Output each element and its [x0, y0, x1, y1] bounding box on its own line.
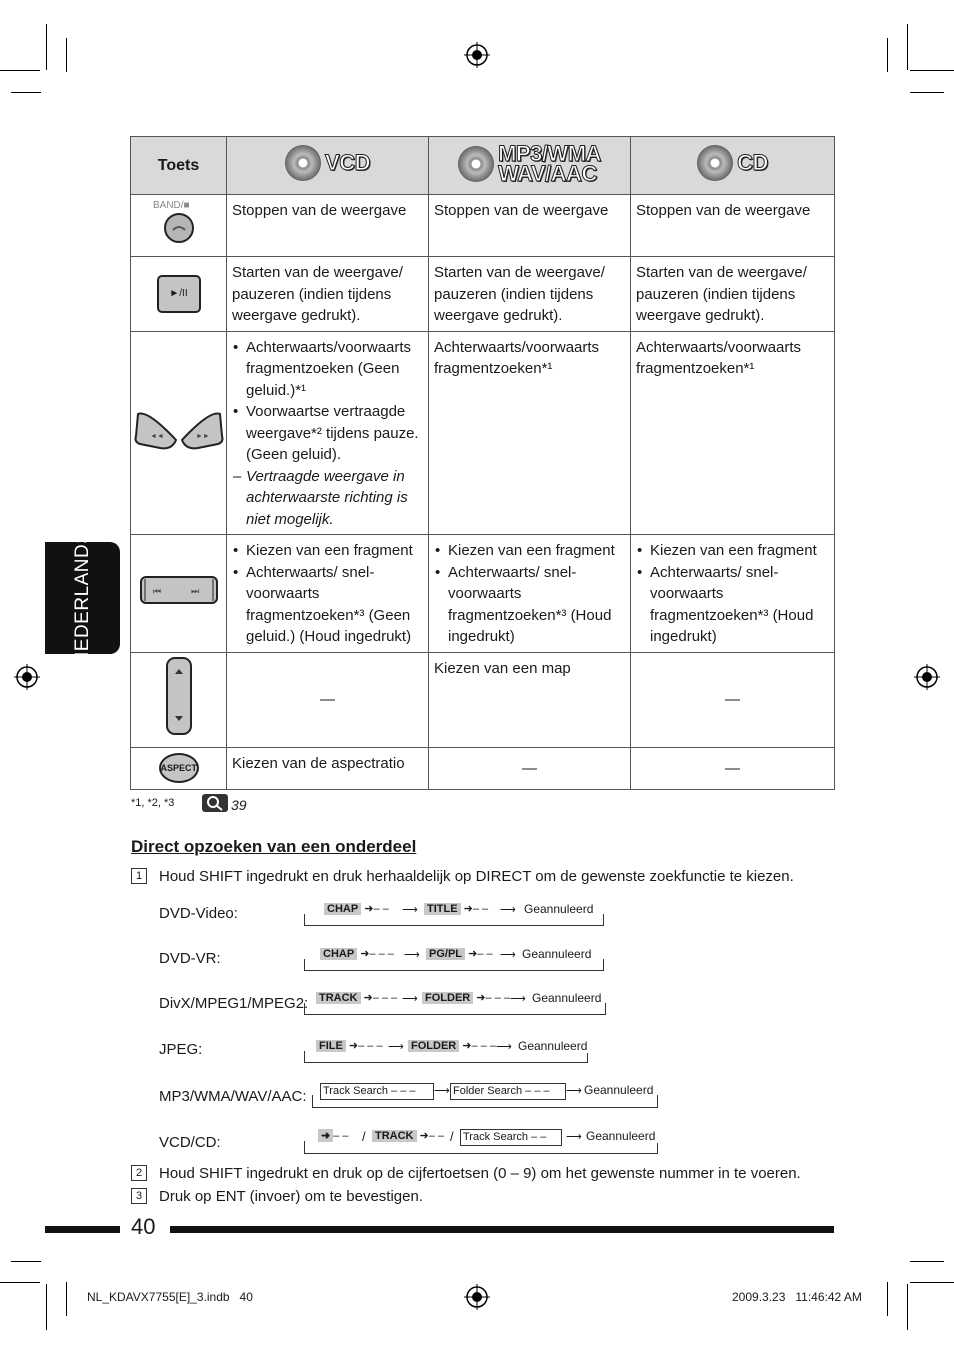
flow-label: DVD-Video:	[159, 905, 238, 922]
page-bar-left	[45, 1226, 120, 1233]
mp3-logo-line1: MP3/WMA	[498, 140, 601, 166]
disc-icon	[697, 145, 733, 181]
step-number: 3	[131, 1188, 147, 1204]
language-side-tab	[45, 530, 120, 666]
band-label: BAND/■	[153, 200, 190, 212]
list-item: • Kiezen van een fragment	[650, 540, 829, 562]
arrow-icon: ⟶	[566, 1085, 582, 1097]
table-row	[131, 195, 835, 257]
disc-icon	[285, 145, 321, 181]
registration-mark-right	[914, 664, 940, 690]
flow-step: CHAP ➜– –	[324, 902, 389, 915]
key-function-table	[130, 136, 835, 790]
play-pause-icon: ►/II	[157, 275, 201, 313]
svg-text:⏭: ⏭	[190, 586, 199, 596]
footnote-refs: *1, *2, *3	[131, 797, 175, 809]
table-row	[131, 331, 835, 535]
arrow-icon: ⟶	[566, 1131, 582, 1143]
cell-text: Stoppen van de weergave	[429, 195, 631, 257]
table-row	[131, 535, 835, 653]
cell-text: —	[227, 652, 429, 747]
cd-logo-text: CD	[737, 149, 768, 175]
step-1	[131, 868, 794, 885]
flow-diagram-divx	[304, 991, 606, 1015]
step-number: 1	[131, 868, 147, 884]
cell-text: Kiezen van de aspectratio	[227, 747, 429, 789]
arrow-icon: ⟶	[402, 904, 418, 916]
step-2	[131, 1165, 801, 1182]
band-button-icon	[162, 212, 196, 244]
flow-label: JPEG:	[159, 1041, 203, 1058]
registration-mark-left	[14, 664, 40, 690]
flow-step: Track Search – –	[460, 1129, 562, 1146]
flow-diagram-jpeg	[304, 1039, 588, 1063]
step-text: Houd SHIFT ingedrukt en druk herhaaldelijk op DIRECT om de gewenste zoekfunctie te kiezen.	[159, 868, 794, 885]
separator: /	[362, 1129, 366, 1144]
cell-text: Kiezen van een map	[429, 652, 631, 747]
vcd-logo-text: VCD	[325, 149, 370, 175]
registration-mark-top	[464, 42, 490, 68]
skip-keys	[131, 535, 227, 653]
cell-text: Stoppen van de weergave	[227, 195, 429, 257]
svg-text:◄◄: ◄◄	[149, 432, 164, 440]
mp3-logo-line2: WAV/AAC	[498, 160, 597, 186]
flow-step: Track Search – – –	[320, 1083, 434, 1100]
cell-text: —	[631, 652, 835, 747]
header-mp3	[429, 137, 631, 195]
flow-step: FOLDER ➜– – –	[422, 991, 510, 1004]
flow-end: Geannuleerd	[518, 1039, 591, 1053]
flow-step: PG/PL ➜– –	[426, 947, 493, 960]
page-bar-right	[170, 1226, 834, 1233]
list-item: • Kiezen van een fragment	[246, 540, 423, 562]
rewind-forward-buttons-icon	[134, 408, 224, 452]
list-item: • Kiezen van een fragment	[448, 540, 625, 562]
search-keys	[131, 331, 227, 535]
flow-end: Geannuleerd	[584, 1083, 657, 1097]
registration-mark-bottom	[464, 1284, 490, 1310]
footer-file: NL_KDAVX7755[E]_3.indb 40	[87, 1290, 253, 1304]
flow-label: DVD-VR:	[159, 950, 221, 967]
magnifier-icon	[202, 794, 228, 812]
cell-text: Starten van de weergave/ pauzeren (indien tijdens weergave gedrukt).	[631, 257, 835, 332]
flow-end: Geannuleerd	[524, 902, 597, 916]
flow-step: ➜ – –	[318, 1129, 349, 1142]
cell-text: Starten van de weergave/ pauzeren (indien tijdens weergave gedrukt).	[429, 257, 631, 332]
step-number: 2	[131, 1165, 147, 1181]
flow-diagram-mp3	[312, 1083, 658, 1108]
flow-step: TITLE ➜– –	[424, 902, 488, 915]
flow-step: Folder Search – – –	[450, 1083, 566, 1100]
flow-end: Geannuleerd	[522, 947, 595, 961]
cell-list	[227, 331, 429, 535]
arrow-icon: ⟶	[496, 1041, 512, 1053]
section-title: Direct opzoeken van een onderdeel	[131, 837, 417, 856]
flow-label: VCD/CD:	[159, 1134, 221, 1151]
page-number: 40	[131, 1214, 156, 1239]
cell-text: Starten van de weergave/ pauzeren (indien tijdens weergave gedrukt).	[227, 257, 429, 332]
list-item: • Achterwaarts/ snel-voorwaarts fragmentzoeken*³ (Houd ingedrukt)	[650, 562, 829, 648]
list-item: • Achterwaarts/voorwaarts fragmentzoeken (Geen geluid.)*¹	[246, 337, 423, 402]
list-item: • Voorwaartse vertraagde weergave*² tijdens pauze. (Geen geluid).	[246, 401, 423, 466]
header-cd	[631, 137, 835, 195]
header-key: Toets	[131, 137, 227, 195]
flow-step: FILE ➜– – –	[316, 1039, 383, 1052]
flow-diagram-dvd-vr	[304, 947, 604, 971]
list-item: • Achterwaarts/ snel-voorwaarts fragmentzoeken*³ (Geen geluid.) (Houd ingedrukt)	[246, 562, 423, 648]
arrow-icon: ⟶	[404, 949, 420, 961]
cell-text: Stoppen van de weergave	[631, 195, 835, 257]
table-header-row	[131, 137, 835, 195]
flow-diagram-dvd-video	[304, 902, 604, 926]
skip-buttons-icon	[139, 575, 219, 605]
list-item: • Achterwaarts/ snel-voorwaarts fragmentzoeken*³ (Houd ingedrukt)	[448, 562, 625, 648]
cell-list	[227, 535, 429, 653]
aspect-key	[131, 747, 227, 789]
cell-text: —	[631, 747, 835, 789]
header-vcd	[227, 137, 429, 195]
folder-keys	[131, 652, 227, 747]
play-pause-key	[131, 257, 227, 332]
list-item: – Vertraagde weergave in achterwaarste richting is niet mogelijk.	[246, 466, 423, 531]
flow-end: Geannuleerd	[586, 1129, 659, 1143]
svg-text:►►: ►►	[195, 432, 210, 440]
arrow-icon: ⟶	[500, 904, 516, 916]
step-text: Druk op ENT (invoer) om te bevestigen.	[159, 1188, 424, 1205]
flow-step: TRACK ➜– –	[372, 1129, 444, 1142]
cell-list	[631, 535, 835, 653]
cell-text: Achterwaarts/voorwaarts fragmentzoeken*¹	[429, 331, 631, 535]
cell-list	[429, 535, 631, 653]
aspect-button-icon: ASPECT	[159, 753, 199, 783]
table-row	[131, 747, 835, 789]
step-3	[131, 1188, 423, 1205]
flow-label: MP3/WMA/WAV/AAC:	[159, 1088, 307, 1105]
footer-date: 2009.3.23 11:46:42 AM	[732, 1290, 862, 1304]
flow-step: TRACK ➜– – –	[316, 991, 397, 1004]
up-down-buttons-icon	[164, 656, 194, 736]
arrow-icon: ⟶	[388, 1041, 404, 1053]
cell-text: Achterwaarts/voorwaarts fragmentzoeken*¹	[631, 331, 835, 535]
arrow-icon: ⟶	[510, 993, 526, 1005]
disc-icon	[458, 146, 494, 182]
table-row	[131, 652, 835, 747]
page-reference: 39	[231, 797, 247, 813]
flow-end: Geannuleerd	[532, 991, 605, 1005]
arrow-icon: ⟶	[500, 949, 516, 961]
arrow-icon: ⟶	[402, 993, 418, 1005]
flow-label: DivX/MPEG1/MPEG2:	[159, 995, 309, 1012]
band-stop-key	[131, 195, 227, 257]
cell-text: —	[429, 747, 631, 789]
svg-text:⏮: ⏮	[152, 586, 161, 596]
language-label: NEDERLANDS	[71, 530, 93, 666]
separator: /	[450, 1129, 454, 1144]
table-row	[131, 257, 835, 332]
step-text: Houd SHIFT ingedrukt en druk op de cijfertoetsen (0 – 9) om het gewenste nummer in te voeren.	[159, 1165, 801, 1182]
flow-step: FOLDER ➜– – –	[408, 1039, 496, 1052]
flow-diagram-vcd-cd	[304, 1129, 658, 1154]
flow-step: CHAP ➜– – –	[320, 947, 394, 960]
arrow-icon: ⟶	[434, 1085, 450, 1097]
